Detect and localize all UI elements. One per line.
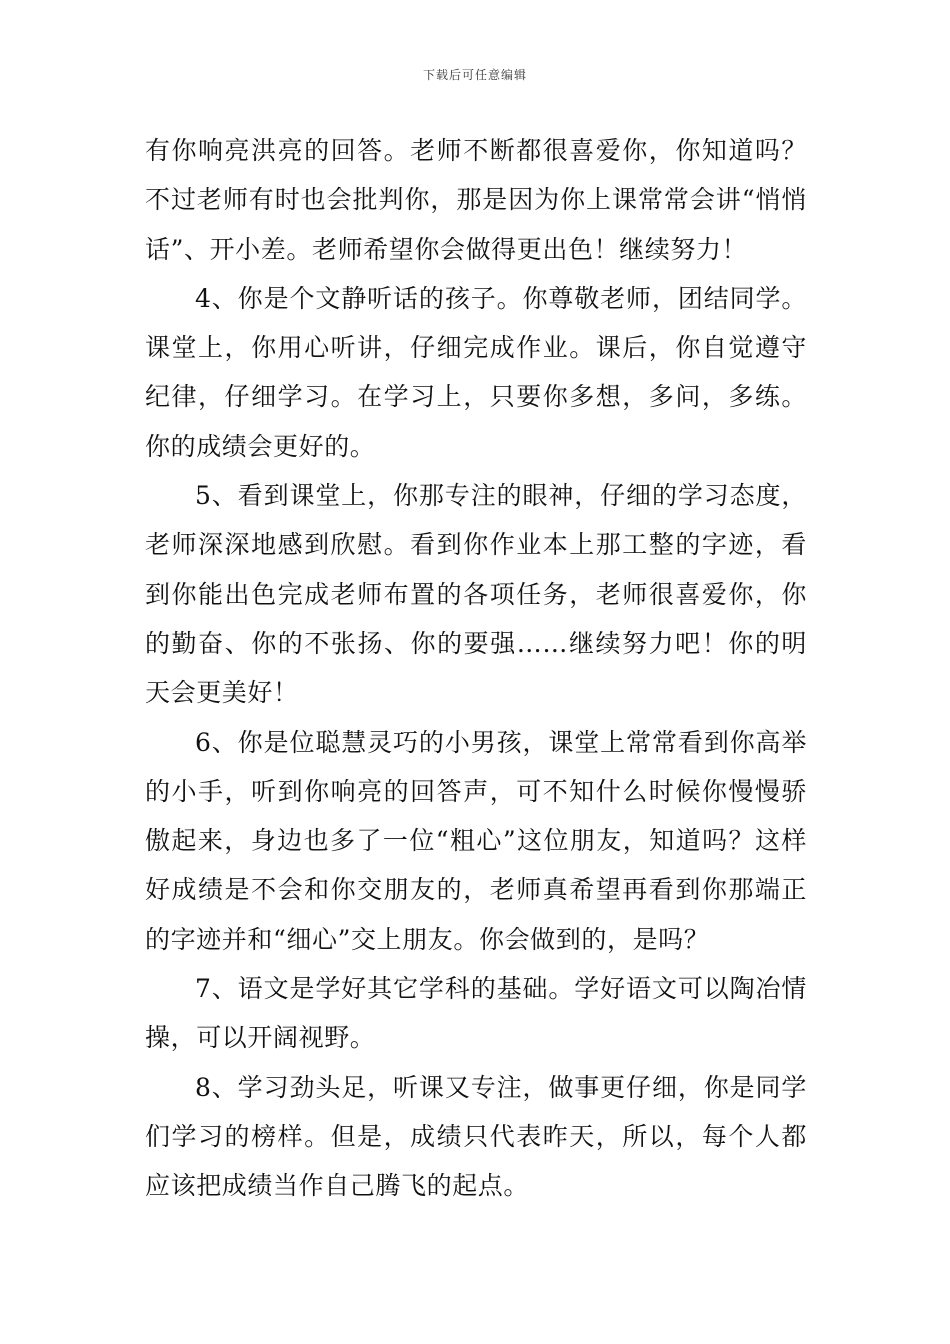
paragraph-continuation: 有你响亮洪亮的回答。老师不断都很喜爱你，你知道吗？不过老师有时也会批判你，那是因为你上课常常会讲“悄悄话”、开小差。老师希望你会做得更出色！继续努力！ [145,136,807,264]
paragraph-item-6: 6、你是位聪慧灵巧的小男孩，课堂上常常看到你高举的小手，听到你响亮的回答声，可不知什么时候你慢慢骄傲起来，身边也多了一位“粗心”这位朋友，知道吗？这样好成绩是不会和你交朋友的，老师真希望再看到你那端正的字迹并和“细心”交上朋友。你会做到的，是吗？ [145,727,807,954]
paragraph-item-8: 8、学习劲头足，听课又专注，做事更仔细，你是同学们学习的榜样。但是，成绩只代表昨天，所以，每个人都应该把成绩当作自己腾飞的起点。 [145,1072,807,1201]
document-body [145,126,807,1211]
page-header-note: 下载后可任意编辑 [422,68,527,82]
paragraph-item-5: 5、看到课堂上，你那专注的眼神，仔细的学习态度，老师深深地感到欣慰。看到你作业本上那工整的字迹，看到你能出色完成老师布置的各项任务，老师很喜爱你，你的勤奋、你的不张扬、你的要强……继续努力吧！你的明天会更美好！ [145,481,807,708]
paragraph-item-7: 7、语文是学好其它学科的基础。学好语文可以陶冶情操，可以开阔视野。 [145,974,807,1053]
paragraph-item-4: 4、你是个文静听话的孩子。你尊敬老师，团结同学。课堂上，你用心听讲，仔细完成作业。课后，你自觉遵守纪律，仔细学习。在学习上，只要你多想，多问，多练。你的成绩会更好的。 [145,283,807,461]
